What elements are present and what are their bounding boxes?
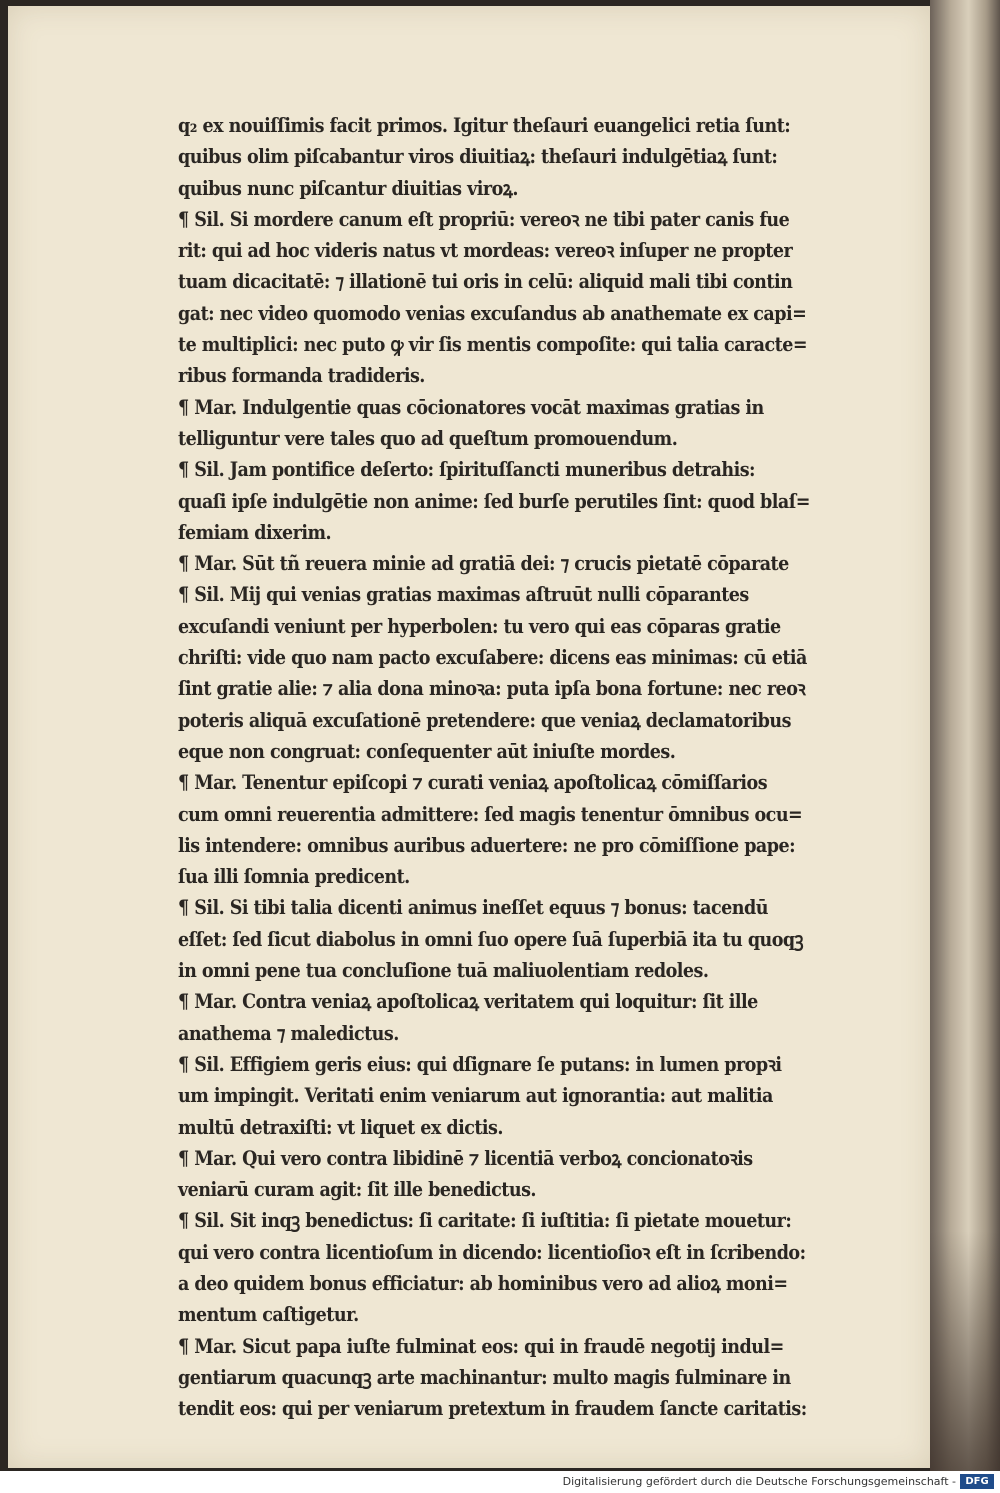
text-line: ¶ Mar. Contra veniaꝝ apoſtolicaꝝ veritatem qui loquitur: ſit ille bbox=[178, 990, 758, 1014]
text-line: tendit eos: qui per veniarum pretextum in fraudem ſancte caritatis: bbox=[178, 1397, 807, 1421]
text-line: um impingit. Veritati enim veniarum aut ignorantia: aut malitia bbox=[178, 1084, 773, 1108]
text-line: poteris aliquā excuſationē pretendere: que veniaꝝ declamatoribus bbox=[178, 708, 791, 732]
text-line: ¶ Mar. Qui vero contra libidinē ⁊ licentiā verboꝝ concionatoꝛis bbox=[178, 1146, 753, 1170]
text-line: ¶ Mar. Sicut papa iuſte fulminat eos: qui in fraudē negotij indul= bbox=[178, 1334, 784, 1358]
text-line: anathema ⁊ maledictus. bbox=[178, 1021, 399, 1045]
text-line: excuſandi veniunt per hyperbolen: tu vero qui eas cōparas gratie bbox=[178, 614, 781, 638]
book-edge-shadow bbox=[930, 1231, 1000, 1471]
text-line: quaſi ipſe indulgētie non anime: ſed burſe perutiles ſint: quod blaſ= bbox=[178, 489, 810, 513]
text-line: ¶ Sil. Si tibi talia dicenti animus ineſſet equus ⁊ bonus: tacendū bbox=[178, 896, 768, 920]
text-line: tuam dicacitatē: ⁊ illationē tui oris in celū: aliquid mali tibi contin bbox=[178, 270, 793, 294]
text-line: telliguntur vere tales quo ad queſtum promouendum. bbox=[178, 426, 678, 450]
dfg-logo: DFG bbox=[960, 1474, 994, 1489]
footer-credit: Digitalisierung gefördert durch die Deutsche Forschungsgemeinschaft - bbox=[562, 1475, 956, 1488]
text-line: veniarū curam agit: ſit ille benedictus. bbox=[178, 1178, 536, 1202]
text-line: cum omni reuerentia admittere: ſed magis tenentur ōmnibus ocu= bbox=[178, 802, 803, 826]
text-line: chriſti: vide quo nam pacto excuſabere: dicens eas minimas: cū etiā bbox=[178, 646, 807, 670]
text-line: mentum caſtigetur. bbox=[178, 1303, 359, 1327]
text-line: gentiarum quacunqꝫ arte machinantur: multo magis fulminare in bbox=[178, 1365, 791, 1389]
text-block bbox=[178, 110, 930, 1424]
text-line: ¶ Sil. Sit inqꝫ benedictus: ſi caritate: ſi iuſtitia: ſi pietate mouetur: bbox=[178, 1209, 792, 1233]
text-line: ¶ Sil. Jam pontifice deſerto: ſpirituſſancti muneribus detrahis: bbox=[178, 458, 755, 482]
text-line: q₂ ex nouiſſimis facit primos. Igitur theſauri euangelici retia ſunt: bbox=[178, 114, 791, 137]
footer-bar bbox=[0, 1471, 1000, 1493]
text-line: ſint gratie alie: ⁊ alia dona minoꝛa: puta ipſa bona fortune: nec reoꝛ bbox=[178, 677, 806, 701]
text-line: qui vero contra licentioſum in dicendo: licentioſioꝛ eſt in ſcribendo: bbox=[178, 1240, 806, 1264]
text-line: ¶ Mar. Sūt tñ reuera minie ad gratiā dei: ⁊ crucis pietatē cōparate bbox=[178, 552, 789, 576]
text-line: te multiplici: nec puto ꝙ vir ſis mentis compoſite: qui talia caracte= bbox=[178, 333, 808, 357]
text-line: ſua illi ſomnia predicent. bbox=[178, 865, 410, 889]
text-line: quibus olim piſcabantur viros diuitiaꝝ: theſauri indulgētiaꝝ ſunt: bbox=[178, 145, 778, 169]
text-line: in omni pene tua concluſione tuā maliuolentiam redoles. bbox=[178, 959, 709, 983]
text-line: ¶ Sil. Effigiem geris eius: qui dſignare ſe putans: in lumen propꝛi bbox=[178, 1052, 782, 1076]
text-line: femiam dixerim. bbox=[178, 520, 332, 544]
printed-page bbox=[8, 6, 930, 1468]
text-line: multū detraxiſti: vt liquet ex dictis. bbox=[178, 1115, 503, 1139]
text-line: a deo quidem bonus efficiatur: ab hominibus vero ad alioꝝ moni= bbox=[178, 1271, 788, 1295]
text-line: eque non congruat: conſequenter aūt iniuſte mordes. bbox=[178, 739, 676, 763]
text-line: eſſet: ſed ſicut diabolus in omni ſuo opere ſuā ſuperbiā ita tu quoqꝫ bbox=[178, 927, 804, 951]
text-line: ¶ Sil. Si mordere canum eſt propriū: vereoꝛ ne tibi pater canis fue bbox=[178, 207, 790, 231]
text-line: rit: qui ad hoc videris natus vt mordeas: vereoꝛ inſuper ne propter bbox=[178, 239, 793, 263]
text-line: quibus nunc piſcantur diuitias viroꝝ. bbox=[178, 176, 518, 200]
text-line: gat: nec video quomodo venias excuſandus ab anathemate ex capi= bbox=[178, 301, 807, 325]
text-line: lis intendere: omnibus auribus aduertere: ne pro cōmiſſione pape: bbox=[178, 833, 796, 857]
text-line: ribus formanda tradideris. bbox=[178, 364, 425, 388]
text-line: ¶ Sil. Mij qui venias gratias maximas aſtruūt nulli cōparantes bbox=[178, 583, 749, 607]
text-line: ¶ Mar. Indulgentie quas cōcionatores vocāt maximas gratias in bbox=[178, 395, 764, 419]
text-line: ¶ Mar. Tenentur epiſcopi ⁊ curati veniaꝝ apoſtolicaꝝ cōmiſſarios bbox=[178, 771, 768, 795]
